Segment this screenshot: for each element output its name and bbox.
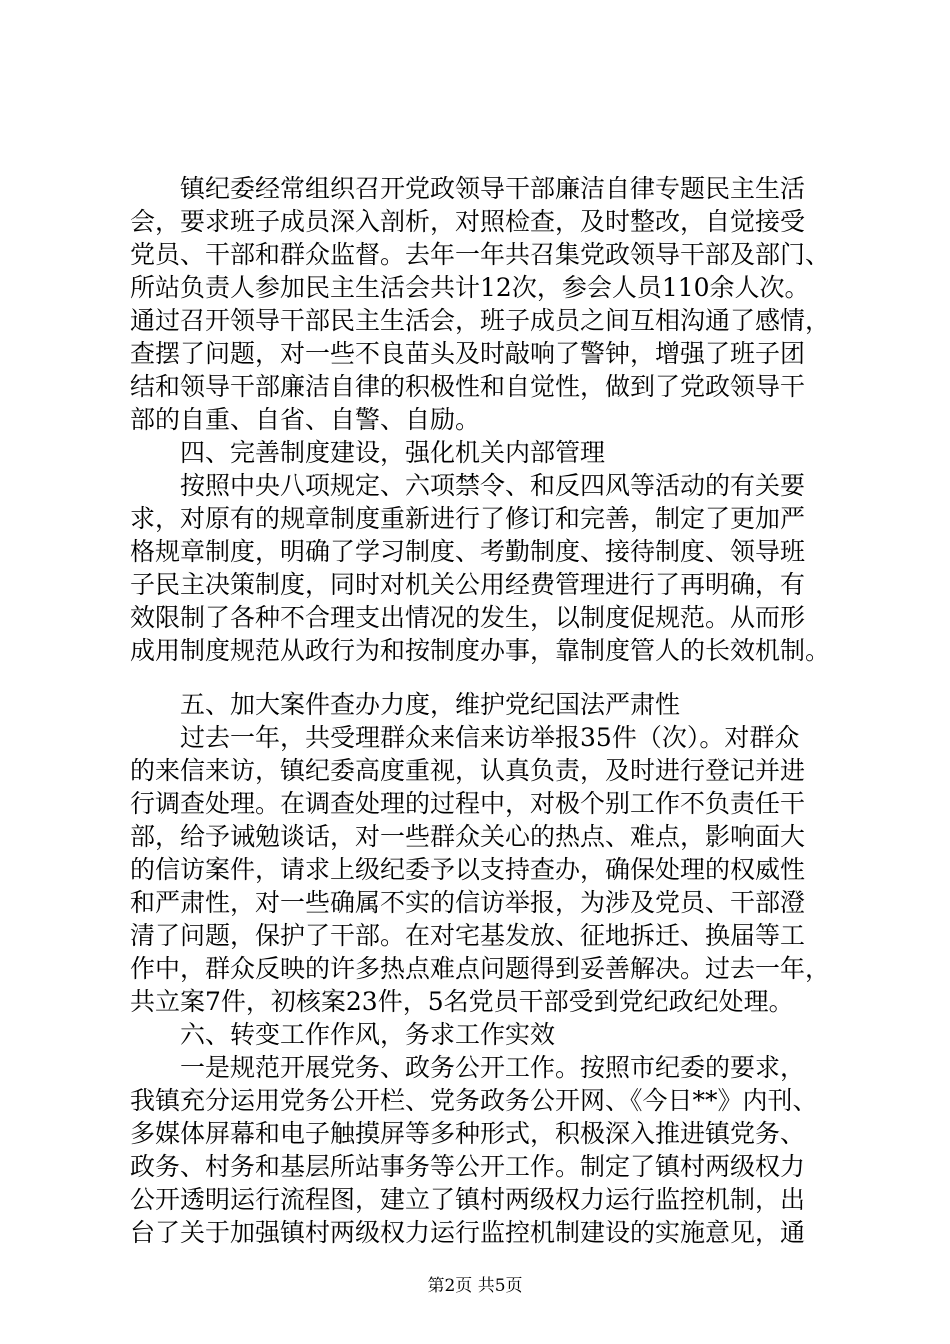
paragraph-line: 会，要求班子成员深入剖析，对照检查，及时整改，自觉接受 bbox=[130, 207, 806, 236]
paragraph-line: 党员、干部和群众监督。去年一年共召集党政领导干部及部门、 bbox=[130, 240, 831, 269]
paragraph-line: 通过召开领导干部民主生活会，班子成员之间互相沟通了感情， bbox=[130, 306, 831, 335]
paragraph-line: 过去一年，共受理群众来信来访举报35件（次）。对群众 bbox=[180, 723, 800, 752]
paragraph-line: 格规章制度，明确了学习制度、考勤制度、接待制度、领导班 bbox=[130, 537, 806, 566]
paragraph-line: 的信访案件，请求上级纪委予以支持查办，确保处理的权威性 bbox=[130, 855, 806, 884]
paragraph-line: 公开透明运行流程图，建立了镇村两级权力运行监控机制，出 bbox=[130, 1185, 806, 1214]
paragraph-line: 子民主决策制度，同时对机关公用经费管理进行了再明确，有 bbox=[130, 570, 806, 599]
paragraph-line: 部的自重、自省、自警、自励。 bbox=[130, 405, 481, 434]
paragraph-line: 求，对原有的规章制度重新进行了修订和完善，制定了更加严 bbox=[130, 504, 806, 533]
paragraph-line: 政务、村务和基层所站事务等公开工作。制定了镇村两级权力 bbox=[130, 1152, 806, 1181]
section-heading: 六、转变工作作风，务求工作实效 bbox=[180, 1020, 556, 1049]
paragraph-line: 一是规范开展党务、政务公开工作。按照市纪委的要求， bbox=[180, 1053, 806, 1082]
paragraph-line: 部，给予诫勉谈话，对一些群众关心的热点、难点，影响面大 bbox=[130, 822, 806, 851]
paragraph-line: 清了问题，保护了干部。在对宅基发放、征地拆迁、换届等工 bbox=[130, 921, 806, 950]
paragraph-line: 多媒体屏幕和电子触摸屏等多种形式，积极深入推进镇党务、 bbox=[130, 1119, 806, 1148]
paragraph-line: 行调查处理。在调查处理的过程中，对极个别工作不负责任干 bbox=[130, 789, 806, 818]
paragraph-line: 我镇充分运用党务公开栏、党务政务公开网、《今日**》内刊、 bbox=[130, 1086, 818, 1115]
paragraph-line: 结和领导干部廉洁自律的积极性和自觉性，做到了党政领导干 bbox=[130, 372, 806, 401]
paragraph-line: 成用制度规范从政行为和按制度办事，靠制度管人的长效机制。 bbox=[130, 636, 831, 665]
paragraph-line: 查摆了问题，对一些不良苗头及时敲响了警钟，增强了班子团 bbox=[130, 339, 806, 368]
paragraph-line: 所站负责人参加民主生活会共计12次，参会人员110余人次。 bbox=[130, 273, 810, 302]
paragraph-line: 效限制了各种不合理支出情况的发生，以制度促规范。从而形 bbox=[130, 603, 806, 632]
section-heading: 五、加大案件查办力度，维护党纪国法严肃性 bbox=[180, 690, 681, 719]
paragraph-line: 共立案7件，初核案23件，5名党员干部受到党纪政纪处理。 bbox=[130, 987, 794, 1016]
paragraph-line: 作中，群众反映的许多热点难点问题得到妥善解决。过去一年， bbox=[130, 954, 831, 983]
paragraph-line: 台了关于加强镇村两级权力运行监控机制建设的实施意见，通 bbox=[130, 1218, 806, 1247]
page-footer: 第2页 共5页 bbox=[427, 1276, 523, 1296]
paragraph-line: 按照中央八项规定、六项禁令、和反四风等活动的有关要 bbox=[180, 471, 806, 500]
paragraph-line: 和严肃性，对一些确属不实的信访举报，为涉及党员、干部澄 bbox=[130, 888, 806, 917]
paragraph-line: 的来信来访，镇纪委高度重视，认真负责，及时进行登记并进 bbox=[130, 756, 806, 785]
paragraph-line: 镇纪委经常组织召开党政领导干部廉洁自律专题民主生活 bbox=[180, 174, 806, 203]
section-heading: 四、完善制度建设，强化机关内部管理 bbox=[180, 438, 606, 467]
